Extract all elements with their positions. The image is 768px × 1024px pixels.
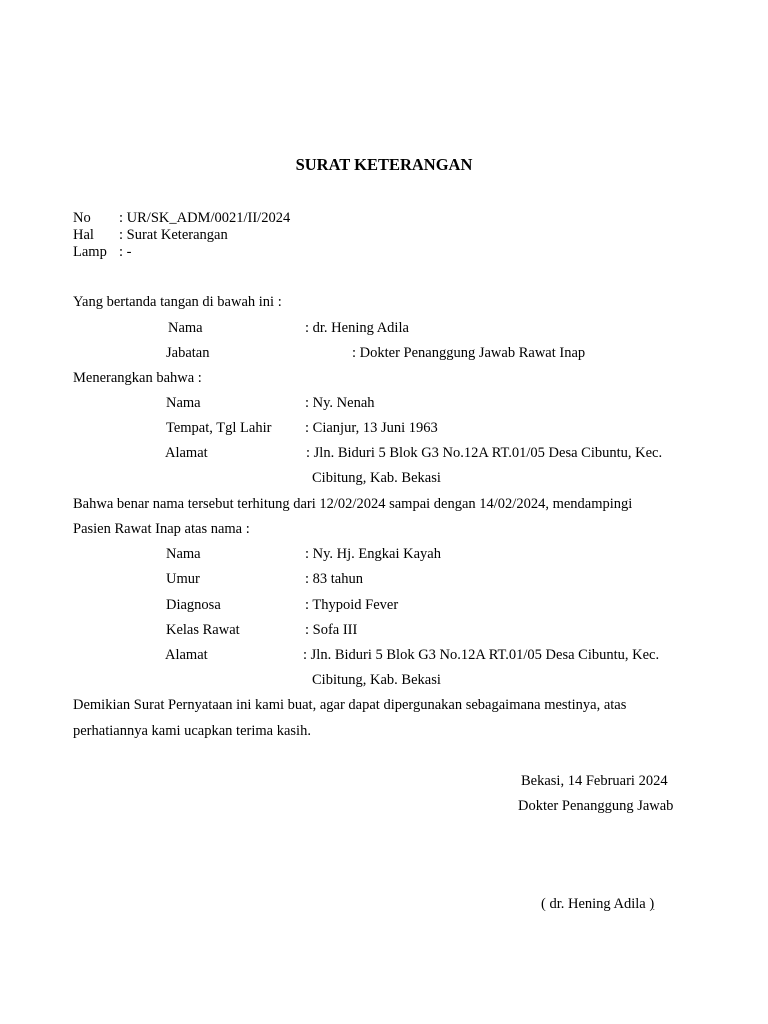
closing-line-2: perhatiannya kami ucapkan terima kasih. — [73, 723, 311, 739]
statement-line-2: Pasien Rawat Inap atas nama : — [73, 521, 250, 537]
header-no-label: No — [73, 210, 91, 226]
closing-line-1: Demikian Surat Pernyataan ini kami buat, agar dapat dipergunakan sebagaimana mestinya, atas — [73, 697, 627, 713]
signature-name — [541, 897, 654, 912]
person-ttl-label: Tempat, Tgl Lahir — [166, 420, 272, 436]
person-nama-value: : Ny. Nenah — [305, 395, 375, 411]
person-alamat-label: Alamat — [165, 445, 208, 461]
header-lamp-label: Lamp — [73, 244, 107, 260]
person-alamat-value-1: : Jln. Biduri 5 Blok G3 No.12A RT.01/05 Desa Cibuntu, Kec. — [306, 445, 663, 461]
signature-name-close: ) — [649, 896, 655, 912]
patient-alamat-label: Alamat — [165, 647, 208, 663]
person-alamat-value-2: Cibitung, Kab. Bekasi — [312, 470, 441, 486]
header-lamp-value: : - — [119, 244, 132, 260]
patient-umur-label: Umur — [166, 571, 200, 587]
header-no-value: : UR/SK_ADM/0021/II/2024 — [119, 210, 291, 226]
signer-jabatan-label: Jabatan — [166, 345, 210, 361]
patient-kelas-value: : Sofa III — [305, 622, 358, 638]
patient-kelas-label: Kelas Rawat — [166, 622, 240, 638]
signer-intro: Yang bertanda tangan di bawah ini : — [73, 294, 282, 310]
person-nama-label: Nama — [166, 395, 201, 411]
signer-nama-value: : dr. Hening Adila — [305, 320, 409, 336]
signature-place-date: Bekasi, 14 Februari 2024 — [521, 773, 668, 789]
header-hal-label: Hal — [73, 227, 94, 243]
header-hal-value: : Surat Keterangan — [119, 227, 228, 243]
patient-diagnosa-label: Diagnosa — [166, 597, 221, 613]
patient-diagnosa-value: : Thypoid Fever — [305, 597, 399, 613]
patient-alamat-value-1: : Jln. Biduri 5 Blok G3 No.12A RT.01/05 Desa Cibuntu, Kec. — [303, 647, 660, 663]
patient-nama-value: : Ny. Hj. Engkai Kayah — [305, 546, 441, 562]
signature-name-text: ( dr. Hening Adila — [541, 896, 650, 912]
declare-intro: Menerangkan bahwa : — [73, 370, 202, 386]
patient-alamat-value-2: Cibitung, Kab. Bekasi — [312, 672, 441, 688]
patient-umur-value: : 83 tahun — [305, 571, 363, 587]
patient-nama-label: Nama — [166, 546, 201, 562]
signature-position: Dokter Penanggung Jawab — [518, 798, 674, 814]
signer-jabatan-value: : Dokter Penanggung Jawab Rawat Inap — [352, 345, 586, 361]
person-ttl-value: : Cianjur, 13 Juni 1963 — [305, 420, 438, 436]
document-title: SURAT KETERANGAN — [295, 155, 473, 174]
signer-nama-label: Nama — [168, 320, 203, 336]
statement-line-1: Bahwa benar nama tersebut terhitung dari 12/02/2024 sampai dengan 14/02/2024, mendampingi — [73, 496, 633, 512]
